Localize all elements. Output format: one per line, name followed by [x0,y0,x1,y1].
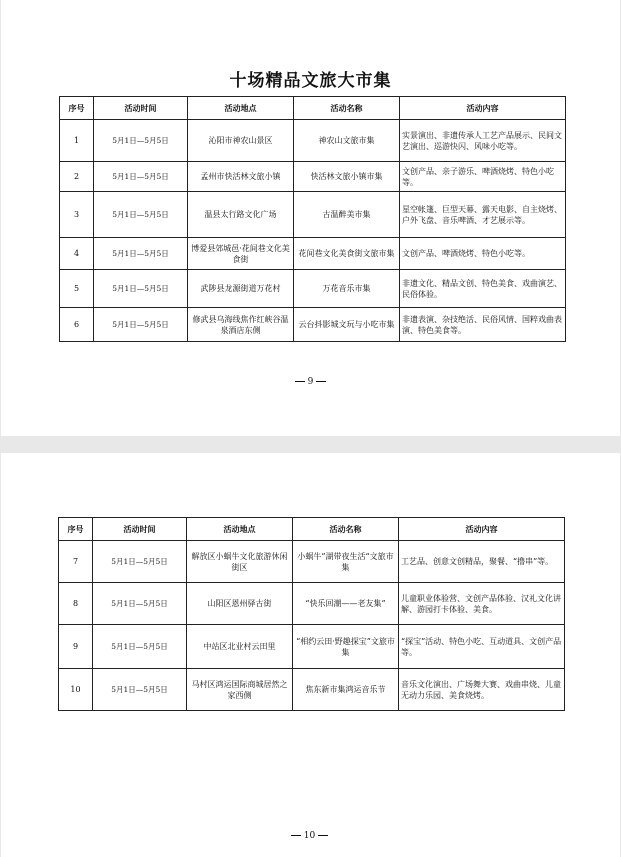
row-num: 6 [60,308,94,342]
row-time: 5月1日—5月5日 [93,625,187,669]
table-row [60,162,566,192]
row-name: 快活林文旅小镇市集 [294,162,400,192]
table-row [60,308,566,342]
row-name: 云台抖影城文玩与小吃市集 [294,308,400,342]
row-time: 5月1日—5月5日 [93,541,187,583]
row-content: 音乐文化演出、广场舞大赛、戏曲串烧、儿童无动力乐园、美食烧烤。 [399,669,565,711]
row-place: 沁阳市神农山景区 [188,120,294,162]
row-time: 5月1日—5月5日 [93,583,187,625]
row-num: 4 [60,238,94,270]
row-name: 焦东新市集鸿运音乐节 [293,669,399,711]
header-place: 活动地点 [188,97,294,120]
row-content: 文创产品、啤酒烧烤、特色小吃等。 [400,238,566,270]
row-content: 工艺品、创意文创精品，聚餐、“撸串”等。 [399,541,565,583]
row-num: 3 [60,192,94,238]
header-num: 序号 [59,518,93,541]
document-page-9 [1,0,620,436]
row-content: 儿童职业体验营、文创产品体验、汉礼文化讲解、游园打卡体验、美食。 [399,583,565,625]
header-name: 活动名称 [293,518,399,541]
row-time: 5月1日—5月5日 [93,669,187,711]
row-num: 7 [59,541,93,583]
row-num: 8 [59,583,93,625]
table-row [60,120,566,162]
row-content: 实景演出、非遗传承人工艺产品展示、民间文艺演出、巡游快闪、风味小吃等。 [400,120,566,162]
row-num: 1 [60,120,94,162]
row-time: 5月1日—5月5日 [94,192,188,238]
row-place: 温县太行路文化广场 [188,192,294,238]
row-content: 非遗表演、杂技绝活、民俗风情、国粹戏曲表演、特色美食等。 [400,308,566,342]
table-header-row [59,518,565,541]
table-row [59,583,565,625]
row-num: 9 [59,625,93,669]
row-name: “相约云田·野趣探宝”文旅市集 [293,625,399,669]
table-header-row [60,97,566,120]
row-content: 非遗文化、精品文创、特色美食、戏曲演艺、民俗体验。 [400,270,566,308]
row-num: 10 [59,669,93,711]
row-name: 花间巷文化美食街文旅市集 [294,238,400,270]
header-name: 活动名称 [294,97,400,120]
table-row [59,625,565,669]
row-content: 文创产品、亲子游乐、啤酒烧烤、特色小吃等。 [400,162,566,192]
row-num: 2 [60,162,94,192]
row-place: 中站区北业村云田里 [187,625,293,669]
row-time: 5月1日—5月5日 [94,162,188,192]
row-content: 星空帐篷、巨型天幕、露天电影、自主烧烤、户外飞盘、音乐啤酒、才艺展示等。 [400,192,566,238]
row-name: 小蜗牛”湖带夜生活“文旅市集 [293,541,399,583]
page-number: 9 [1,377,620,387]
table-row [59,541,565,583]
page-number: 10 [0,831,619,841]
row-time: 5月1日—5月5日 [94,308,188,342]
table-row [59,669,565,711]
row-place: 孟州市快活林文旅小镇 [188,162,294,192]
table-row [60,238,566,270]
row-place: 博爱县郊城邑·花间巷文化美食街 [188,238,294,270]
row-place: 解放区小蜗牛文化旅游休闲街区 [187,541,293,583]
row-time: 5月1日—5月5日 [94,270,188,308]
row-name: 神农山文旅市集 [294,120,400,162]
row-place: 修武县乌海线焦作红峡谷温泉酒店东侧 [188,308,294,342]
row-num: 5 [60,270,94,308]
table-row [60,270,566,308]
row-place: 山阳区恩州驿古街 [187,583,293,625]
header-time: 活动时间 [94,97,188,120]
table-row [60,192,566,238]
row-place: 武陟县龙源街道万花村 [188,270,294,308]
header-num: 序号 [60,97,94,120]
row-name: 古温醉美市集 [294,192,400,238]
market-table-part-2 [58,517,565,711]
row-name: 万花音乐市集 [294,270,400,308]
market-table-part-1 [59,96,566,342]
header-time: 活动时间 [93,518,187,541]
header-content: 活动内容 [400,97,566,120]
document-title: 十场精品文旅大市集 [229,71,392,91]
header-content: 活动内容 [399,518,565,541]
row-time: 5月1日—5月5日 [94,238,188,270]
row-name: “快乐回潮——老友集” [293,583,399,625]
row-content: “探宝”活动、特色小吃、互动道具、文创产品等。 [399,625,565,669]
header-place: 活动地点 [187,518,293,541]
row-time: 5月1日—5月5日 [94,120,188,162]
row-place: 马村区鸿运国际商城居然之家西侧 [187,669,293,711]
